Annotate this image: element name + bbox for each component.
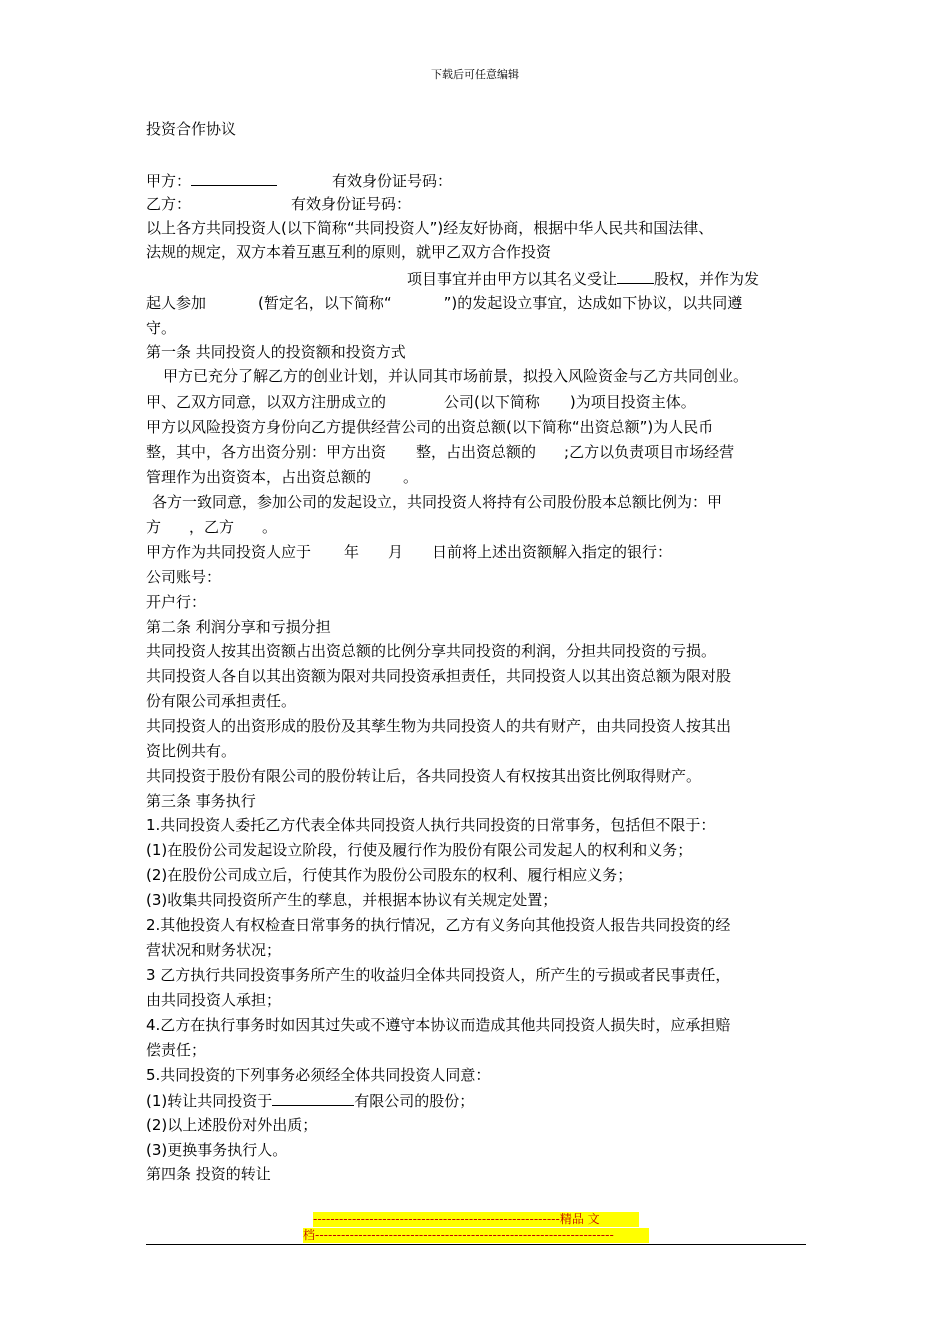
equity-blank xyxy=(617,268,654,284)
footer-watermark-line-1: ---------------------------------------------------------精品 文 xyxy=(313,1212,639,1227)
article-text: 甲方作为共同投资人应于 xyxy=(146,543,312,561)
article-1-line: 开户行： xyxy=(146,593,207,611)
article-text: 甲、乙双方同意，以双方注册成立的 xyxy=(146,393,387,411)
article-3-line: 1.共同投资人委托乙方代表全体共同投资人执行共同投资的日常事务，包括但不限于： xyxy=(146,816,716,834)
article-text: 公司(以下简称 xyxy=(444,393,540,411)
document-title: 投资合作协议 xyxy=(146,120,237,138)
article-1-line xyxy=(146,517,277,537)
article-text: ;乙方以负责项目市场经营 xyxy=(564,443,735,461)
article-3-line: 3 乙方执行共同投资事务所产生的收益归全体共同投资人，所产生的亏损或者民事责任， xyxy=(146,966,731,984)
intro-text: (暂定名，以下简称“ xyxy=(258,294,392,312)
article-3-line: 营状况和财务状况； xyxy=(146,941,282,959)
header-note: 下载后可任意编辑 xyxy=(431,68,519,81)
footer-rule xyxy=(146,1244,806,1245)
article-text: 。 xyxy=(262,518,278,536)
article-text: 整，其中，各方出资分别：甲方出资 xyxy=(146,443,387,461)
article-2-line: 资比例共有。 xyxy=(146,742,237,760)
article-text: 方 xyxy=(146,518,162,536)
article-1-line: 甲方以风险投资方身份向乙方提供经营公司的出资总额(以下简称“出资总额”)为人民币 xyxy=(146,418,714,436)
article-1-line xyxy=(146,542,672,562)
article-3-line xyxy=(146,1090,474,1111)
article-text: 。 xyxy=(403,468,419,486)
intro-text: 项目事宜并由甲方以其名义受让 xyxy=(407,270,618,288)
article-1-line: 甲方已充分了解乙方的创业计划，并认同其市场前景，拟投入风险资金与乙方共同创业。 xyxy=(163,367,749,385)
article-1-line: 公司账号： xyxy=(146,568,222,586)
article-2-line: 共同投资人按其出资额占出资总额的比例分享共同投资的利润，分担共同投资的亏损。 xyxy=(146,642,717,660)
intro-text: ”)的发起设立事宜，达成如下协议，以共同遵 xyxy=(443,294,743,312)
intro-line-2: 法规的规定，双方本着互惠互利的原则，就甲乙双方合作投资 xyxy=(146,243,552,261)
article-text: 有限公司的股份； xyxy=(354,1092,475,1110)
article-2-line: 共同投资人的出资形成的股份及其孳生物为共同投资人的共有财产，由共同投资人按其出 xyxy=(146,717,732,735)
article-1-line xyxy=(146,392,696,412)
party-a-label: 甲方： xyxy=(146,172,192,190)
article-1-line xyxy=(146,467,418,487)
intro-line-1: 以上各方共同投资人(以下简称“共同投资人”)经友好协商，根据中华人民共和国法律、 xyxy=(146,219,714,237)
article-3-line: 2.其他投资人有权检查日常事务的执行情况，乙方有义务向其他投资人报告共同投资的经 xyxy=(146,916,731,934)
article-3-line: 5.共同投资的下列事务必须经全体共同投资人同意： xyxy=(146,1066,491,1084)
article-3-line: (3)更换事务执行人。 xyxy=(146,1141,288,1159)
party-b-id-label: 有效身份证号码： xyxy=(291,195,412,213)
company-blank xyxy=(272,1090,354,1106)
article-text: (1)转让共同投资于 xyxy=(146,1092,273,1110)
article-2-title: 第二条 利润分享和亏损分担 xyxy=(146,618,331,636)
party-a-id-label: 有效身份证号码： xyxy=(332,172,453,190)
article-4-title: 第四条 投资的转让 xyxy=(146,1165,271,1183)
article-3-line: 由共同投资人承担； xyxy=(146,991,282,1009)
party-a-blank xyxy=(191,170,277,186)
party-a-line xyxy=(146,170,452,191)
article-3-line: (1)在股份公司发起设立阶段，行使及履行作为股份有限公司发起人的权利和义务； xyxy=(146,841,693,859)
article-text: 日前将上述出资额解入指定的银行： xyxy=(432,543,673,561)
article-3-line: (2)在股份公司成立后，行使其作为股份公司股东的权利、履行相应义务； xyxy=(146,866,633,884)
article-text: ，乙方 xyxy=(189,518,235,536)
article-3-line: (3)收集共同投资所产生的孳息，并根据本协议有关规定处置； xyxy=(146,891,558,909)
article-3-line: 偿责任； xyxy=(146,1041,207,1059)
article-2-line: 共同投资于股份有限公司的股份转让后，各共同投资人有权按其出资比例取得财产。 xyxy=(146,767,702,785)
party-b-line xyxy=(146,194,411,214)
article-text: )为项目投资主体。 xyxy=(569,393,696,411)
article-text: 管理作为出资资本，占出资总额的 xyxy=(146,468,372,486)
article-text: 月 xyxy=(388,543,404,561)
intro-text: 股权，并作为发 xyxy=(654,270,760,288)
intro-line-5: 守。 xyxy=(146,319,177,337)
intro-line-4 xyxy=(146,293,742,313)
article-text: 整，占出资总额的 xyxy=(416,443,537,461)
article-1-line: 各方一致同意，参加公司的发起设立，共同投资人将持有公司股份股本总额比例为：甲 xyxy=(152,493,723,511)
intro-text: 起人参加 xyxy=(146,294,207,312)
article-1-title: 第一条 共同投资人的投资额和投资方式 xyxy=(146,343,406,361)
intro-line-3 xyxy=(407,268,759,289)
article-2-line: 共同投资人各自以其出资额为限对共同投资承担责任，共同投资人以其出资总额为限对股 xyxy=(146,667,732,685)
article-3-line: 4.乙方在执行事务时如因其过失或不遵守本协议而造成其他共同投资人损失时，应承担赔 xyxy=(146,1016,731,1034)
article-3-title: 第三条 事务执行 xyxy=(146,792,256,810)
article-1-line xyxy=(146,442,734,462)
article-3-line: (2)以上述股份对外出质； xyxy=(146,1116,318,1134)
footer-watermark-line-2: 档--------------------------------------------------------------------- xyxy=(303,1228,649,1243)
party-b-label: 乙方： xyxy=(146,195,192,213)
article-text: 年 xyxy=(344,543,360,561)
article-2-line: 份有限公司承担责任。 xyxy=(146,692,297,710)
